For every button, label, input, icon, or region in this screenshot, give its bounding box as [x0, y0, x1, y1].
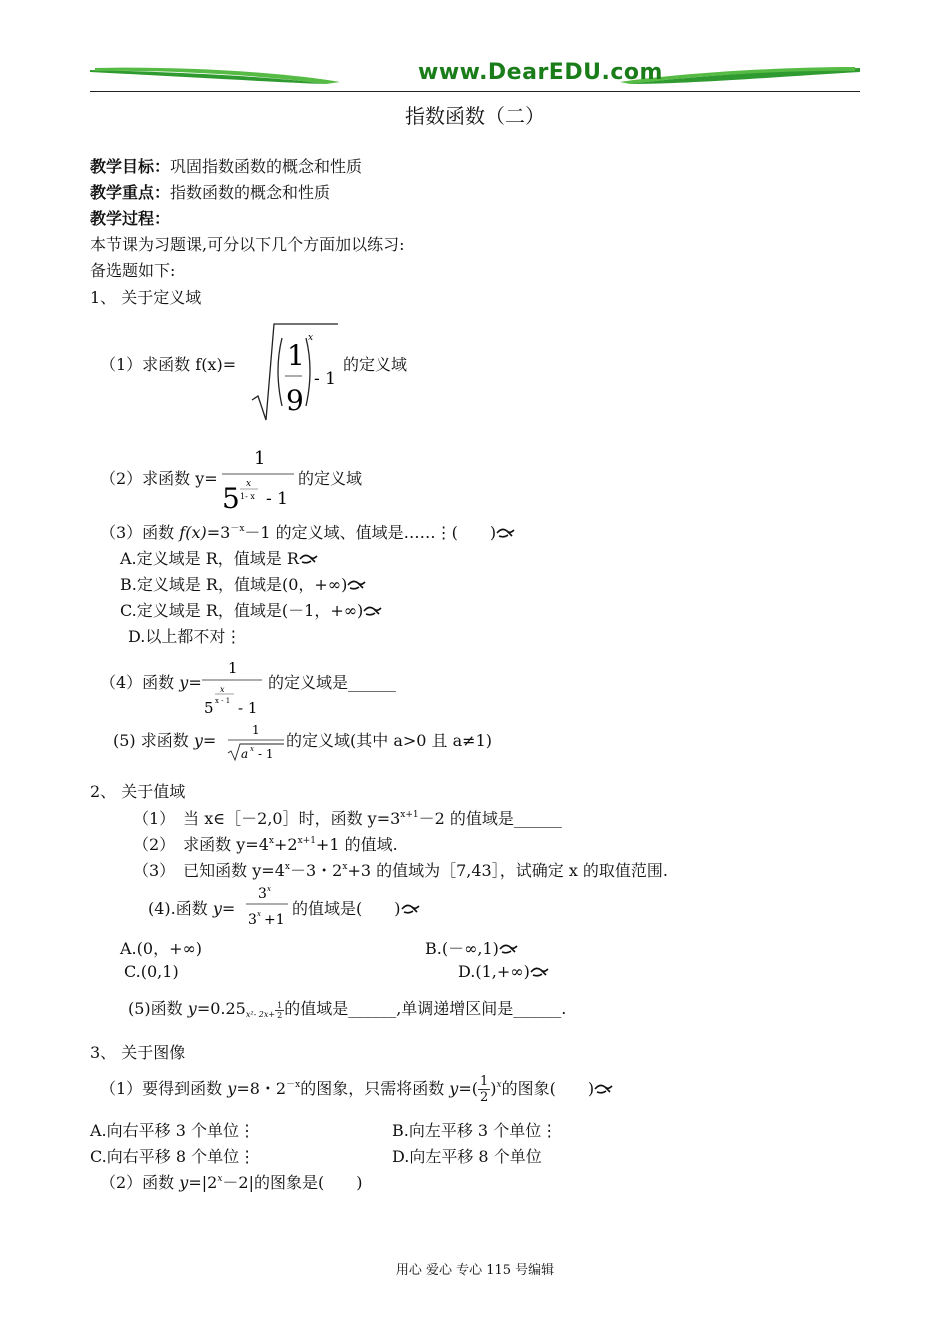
- s1-q2-base: 5: [222, 482, 240, 514]
- s2-q4-option-b[interactable]: [425, 936, 519, 959]
- s2-q1-rest: －2 的值域是______: [418, 809, 562, 828]
- s1-q4-y: y: [179, 673, 189, 692]
- s2-q3-rest: +3 的值域为［7,43］，试确定 x 的取值范围.: [347, 861, 669, 880]
- s2-q2-text: （2） 求函数 y=4: [133, 835, 269, 854]
- s2-q4-prefix-text: (4).函数: [148, 899, 213, 918]
- s3-q1-half-num: 1: [479, 1074, 489, 1089]
- s2-q4-suffix: [292, 896, 421, 919]
- s3-q1: [100, 1074, 614, 1105]
- s3-q2-rest: －2|的图象是( ): [222, 1173, 363, 1192]
- s3-q1-body: =8・2: [236, 1079, 287, 1098]
- site-logo[interactable]: www.DearEDU.com: [418, 60, 663, 85]
- s2-q3-mid: －3・2: [289, 861, 343, 880]
- s2-q2-sup1: x: [268, 836, 274, 846]
- s1-q1-minus1: - 1: [314, 369, 336, 389]
- s2-q5-half: [275, 1001, 284, 1020]
- s2-q4-num: 3: [258, 886, 267, 902]
- s3-q1-option-d[interactable]: D.向左平移 8 个单位: [392, 1147, 542, 1166]
- s1-q1-prefix: （1）求函数 f(x)=: [100, 355, 237, 374]
- s1-q3-rest: －1 的定义域、值域是……⋮( ): [244, 523, 497, 542]
- meta-goal: [90, 154, 362, 177]
- header-banner: [90, 62, 860, 94]
- s2-q4-eq: =: [221, 899, 236, 918]
- s3-q1-option-b[interactable]: B.向左平移 3 个单位⋮: [392, 1121, 558, 1140]
- s2-q2-mid: +2: [273, 835, 298, 854]
- s2-q4-option-b-text: B.(－∞,1): [425, 939, 499, 958]
- s2-q4-densup: x: [257, 910, 261, 918]
- section-2-heading: 2、 关于值域: [90, 782, 186, 801]
- page-footer: 用心 爱心 专心 115 号编辑: [395, 1263, 555, 1278]
- header-rule: [90, 91, 860, 92]
- s1-q2-num: 1: [254, 448, 266, 469]
- s1-q5-eq: =: [202, 731, 217, 750]
- s2-q4-numsup: x: [267, 885, 271, 893]
- section-3-heading: 3、 关于图像: [90, 1043, 186, 1062]
- s1-q4-minus1: - 1: [238, 699, 258, 717]
- s1-q5-x: x: [250, 745, 254, 753]
- pen-mark-icon: [347, 579, 367, 591]
- s2-q2-rest: +1 的值域.: [315, 835, 398, 854]
- s2-q5-suffix: 的值域是______,单调递增区间是______.: [284, 999, 567, 1018]
- s2-q4-option-d[interactable]: [458, 962, 550, 981]
- s1-q4-base: 5: [204, 699, 214, 717]
- s1-q1-formula: [250, 320, 342, 424]
- s1-q1-suffix: 的定义域: [343, 355, 408, 374]
- meta-focus: [90, 180, 330, 203]
- s3-q1-sup2: x: [496, 1080, 502, 1090]
- s3-q1-eq: =(: [458, 1079, 478, 1098]
- s1-q4-expden: x - 1: [215, 697, 231, 705]
- s2-q3-sup1: x: [284, 862, 290, 872]
- s1-q4-eq: =: [188, 673, 202, 692]
- s1-q2-expden: 1- x: [240, 492, 255, 501]
- s1-q4-prefix-text: （4）函数: [100, 673, 180, 692]
- s2-q4-option-a[interactable]: A.(0，+∞): [120, 939, 203, 958]
- s3-q1-mid: 的图象，只需将函数: [300, 1079, 450, 1098]
- s3-q1-option-a[interactable]: A.向右平移 3 个单位⋮: [90, 1121, 255, 1140]
- s2-q5-prefix: (5)函数: [128, 999, 188, 1018]
- s1-q4-prefix: [100, 670, 202, 693]
- s3-q2: [100, 1170, 362, 1193]
- meta-focus-text: 指数函数的概念和性质: [170, 183, 331, 202]
- s1-q3-body: =3: [206, 523, 231, 542]
- pen-mark-icon: [530, 966, 550, 978]
- s1-q3-prefix: （3）函数: [100, 523, 180, 542]
- s1-q3-option-a[interactable]: [120, 546, 319, 569]
- s1-q1-nine: 9: [286, 384, 304, 417]
- s2-q4-prefix: [148, 896, 235, 919]
- s2-q5-half-den: 2: [277, 1011, 283, 1020]
- s3-q1-half: [478, 1074, 490, 1105]
- s2-q1-sup: x+1: [400, 810, 419, 820]
- s2-q3: [133, 858, 668, 881]
- s3-q1-sup: －x: [286, 1080, 301, 1090]
- meta-process-label: 教学过程：: [90, 209, 171, 228]
- pen-mark-icon: [496, 527, 516, 539]
- s1-q5-num: 1: [252, 723, 260, 737]
- s1-q5-suffix: 的定义域(其中 a>0 且 a≠1): [286, 731, 492, 750]
- s1-q3-option-c[interactable]: [120, 598, 383, 621]
- s1-q3: [100, 520, 516, 543]
- s1-q2-minus1: - 1: [266, 489, 288, 509]
- pen-mark-icon: [499, 943, 519, 955]
- s1-q3-fx: f(x): [179, 523, 207, 542]
- s3-q2-prefix: （2）函数: [100, 1173, 180, 1192]
- s2-q4-den: 3: [248, 912, 257, 928]
- s3-q1-suffix: 的图象( ): [501, 1079, 595, 1098]
- s2-q4-y: y: [212, 899, 222, 918]
- s1-q5-rad-rest: - 1: [258, 747, 274, 761]
- s1-q5-a: a: [241, 747, 249, 761]
- pen-mark-icon: [363, 605, 383, 617]
- s3-q1-y: y: [227, 1079, 237, 1098]
- s1-q4-suffix: 的定义域是______: [268, 673, 397, 692]
- intro-line-2: 备选题如下:: [90, 261, 176, 280]
- s1-q5-y: y: [193, 731, 203, 750]
- meta-focus-label: 教学重点：: [90, 183, 171, 202]
- meta-goal-label: 教学目标：: [90, 157, 171, 176]
- s2-q5-y: y: [187, 999, 197, 1018]
- s2-q5-half-num: 1: [277, 1001, 283, 1010]
- s2-q4-option-c[interactable]: C.(0,1): [124, 962, 179, 981]
- s2-q4-option-d-text: D.(1,+∞): [458, 962, 530, 981]
- page-title: 指数函数（二）: [405, 104, 545, 128]
- pen-mark-icon: [401, 903, 421, 915]
- s3-q1-option-c[interactable]: C.向右平移 8 个单位⋮: [90, 1147, 256, 1166]
- s3-q2-sup: x: [217, 1174, 223, 1184]
- s2-q3-sup2: x: [342, 862, 348, 872]
- s1-q3-option-b-text: B.定义域是 R，值域是(0，+∞): [120, 575, 348, 594]
- s3-q1-half-den: 2: [479, 1090, 489, 1105]
- s2-q5: [128, 996, 566, 1020]
- meta-goal-text: 巩固指数函数的概念和性质: [170, 157, 363, 176]
- s2-q4-denrest: +1: [264, 912, 285, 928]
- s1-q1-exp: x: [308, 333, 314, 343]
- s2-q1-text: （1） 当 x∈［－2,0］时，函数 y=3: [133, 809, 401, 828]
- intro-line-1: 本节课为习题课,可分以下几个方面加以练习:: [90, 235, 405, 254]
- s1-q4-expnum: x: [220, 685, 225, 694]
- s1-q2-expnum: x: [246, 479, 252, 489]
- s1-q3-option-c-text: C.定义域是 R，值域是(－1，+∞): [120, 601, 364, 620]
- s2-q5-exp: x²- 2x+: [245, 1010, 276, 1019]
- s1-q4-formula: [200, 656, 266, 718]
- s1-q3-option-a-text: A.定义域是 R，值域是 R: [120, 549, 299, 568]
- s3-q2-body: =|2: [188, 1173, 218, 1192]
- s3-q2-y: y: [179, 1173, 189, 1192]
- s1-q1-one: 1: [287, 339, 305, 372]
- s3-q1-prefix: （1）要得到函数: [100, 1079, 228, 1098]
- s3-q1-y2: y: [449, 1079, 459, 1098]
- s2-q1: [133, 806, 562, 829]
- s1-q5-prefix-text: (5) 求函数: [113, 731, 194, 750]
- s3-q1-close: ): [490, 1079, 497, 1098]
- s1-q2-formula: [220, 442, 298, 514]
- s1-q5-formula: [226, 720, 286, 764]
- s2-q5-eq: =0.25: [196, 999, 246, 1018]
- s2-q4-suffix-text: 的值域是( ): [292, 899, 401, 918]
- s2-q2-sup2: x+1: [297, 836, 316, 846]
- s2-q2: [133, 832, 398, 855]
- s1-q3-sup: －x: [230, 524, 245, 534]
- pen-mark-icon: [299, 553, 319, 565]
- s2-q4-formula: [244, 882, 290, 930]
- s2-q3-text: （3） 已知函数 y=4: [133, 861, 285, 880]
- s1-q5-prefix: [113, 728, 216, 751]
- section-1-heading: 1、 关于定义域: [90, 288, 202, 307]
- pen-mark-icon: [594, 1083, 614, 1095]
- s1-q4-num: 1: [228, 659, 238, 677]
- s1-q3-option-d[interactable]: D.以上都不对⋮: [128, 627, 242, 646]
- meta-process: [90, 206, 170, 229]
- s1-q2-prefix: （2）求函数 y=: [100, 469, 218, 488]
- s1-q2-suffix: 的定义域: [298, 469, 363, 488]
- s1-q3-option-b[interactable]: [120, 572, 367, 595]
